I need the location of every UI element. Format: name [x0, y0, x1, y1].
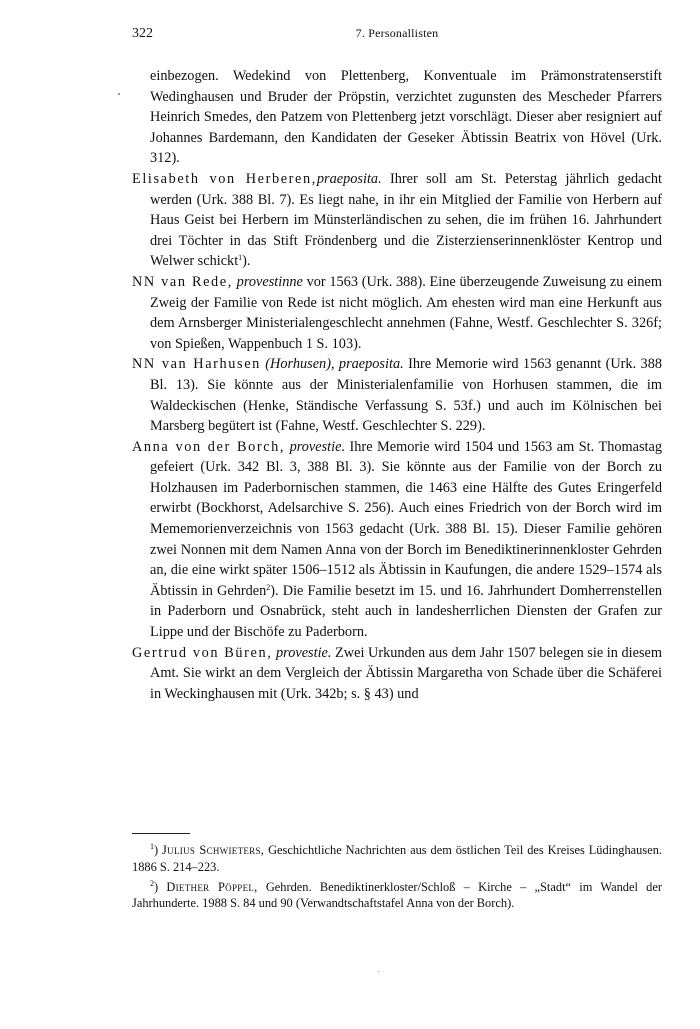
entry-elisabeth-von-herberen: [132, 169, 662, 272]
entry-text: vor 1563 (Urk. 388). Eine überzeugende Zuweisung zu einem Zweig der Familie von Rede ist nicht möglich. Am ehesten wird man eine Herkunft aus dem Arnsberger Ministerialengeschlecht annehmen (Fahne, Westf. Geschlechter S. 326f; von Spießen, Wappenbuch 1 S. 103).: [150, 273, 663, 352]
entry-name: NN van Rede,: [132, 273, 233, 290]
footnote-rule: [132, 833, 190, 834]
footnote-author: Diether Pöppel,: [166, 879, 258, 894]
entry-name: Anna von der Borch,: [132, 438, 286, 455]
footnote-mark: 2: [150, 878, 154, 888]
entry-text-tail: ).: [242, 253, 251, 270]
paragraph-continuation: [132, 66, 662, 169]
running-head: 7. Personallisten: [355, 26, 439, 40]
footnote-ref: 2: [266, 582, 271, 592]
paragraph-text: einbezogen. Wedekind von Plettenberg, Konventuale im Prämonstratenserstift Wedinghausen und Bruder der Pröpstin, verzichtet zugunsten des Mescheder Pfarrers Heinrich Smedes, den Patzem von Plettenberg jetzt vorschlägt. Dieser aber resigniert auf Johannes Bardemann, den Kandidaten der Geseker Äbtissin Beatrix von Hövel (Urk. 312).: [150, 68, 662, 167]
entry-office: praeposita.: [316, 170, 382, 187]
entry-text: Ihre Memorie wird 1563 genannt (Urk. 388 Bl. 13). Sie könnte aus der Ministerialenfamilie von Horhusen stammen, die im Waldeckischen (Henke, Ständische Verfassung S. 53f.) und auch im Kölnischen bei Marsberg begütert ist (Fahne, Westf. Geschlechter S. 229).: [150, 356, 662, 435]
scan-speck: [378, 971, 379, 972]
entry-office: provestie.: [289, 438, 346, 455]
footnote-mark: 1: [150, 842, 154, 851]
footnote-text: Geschichtliche Nachrichten aus dem östlichen Teil des Kreises Lüdinghausen. 1886 S. 214–223.: [132, 843, 662, 874]
page-number: 322: [132, 26, 153, 41]
footnote-1: $^1$) Julius Schwieters, Geschichtliche Nachrichten aus dem östlichen Teil des Kreises Lüdinghausen. 1886 S. 214–223.: [132, 842, 662, 874]
entry-text: Zwei Urkunden aus dem Jahr 1507 belegen sie in diesem Amt. Sie wirkt an dem Vergleich der Äbtissin Margaretha von Schade über die Schäferei in Weckinghausen mit (Urk. 342b; s. § 43) und: [150, 644, 662, 702]
main-text: [132, 66, 662, 704]
entry-office: provestinne: [236, 273, 303, 290]
footnote-2: $^2$) Diether Pöppel, Gehrden. Benediktinerkloster/Schloß – Kirche – „Stadt“ im Wandel der Jahrhunderte. 1988 S. 84 und 90 (Verwandtschaftstafel Anna von der Borch).: [132, 878, 662, 911]
entry-gertrud-von-bueren: [132, 643, 662, 705]
entry-name: NN van Harhusen: [132, 356, 261, 373]
page-header: [132, 26, 662, 46]
entry-text: Ihrer soll am St. Peterstag jährlich gedacht werden (Urk. 388 Bl. 7). Es liegt nahe, in ihr ein Mitglied der Familie von Herbern auf Haus Geist bei Herbern im Münsterländischen zu sehen, die im frühen 16. Jahrhundert drei Töchter in das Stift Fröndenberg und die Zisterzienserinnenklöster Kentrop und Welwer schickt: [150, 170, 662, 270]
scan-speck: [118, 93, 120, 95]
entry-nn-van-rede: [132, 272, 662, 354]
footnotes: [132, 833, 662, 915]
entry-office: (Horhusen), praeposita.: [265, 356, 404, 373]
entry-text: Ihre Memorie wird 1504 und 1563 am St. Thomastag gefeiert (Urk. 342 Bl. 3, 388 Bl. 3). Sie könnte aus der Familie von der Borch zu Holzhausen im Paderbornischen stammen, die 1463 eine Hälfte des Gutes Eringerfeld erwirbt (Bockhorst, Adelsarchive S. 256). Auch eines Friedrich von der Borch wird im Mememorienverzeichnis von 1563 gedacht (Urk. 388 Bl. 15). Dieser Familie gehören zwei Nonnen mit dem Namen Anna von der Borch im Benediktinerinnenkloster Gehrden an, die eine wirkt später 1506–1512 als Äbtissin in Kaufungen, die andere 1529–1574 als Äbtissin in Gehrden: [150, 438, 662, 599]
footnote-ref: 1: [238, 253, 243, 263]
footnote-text: Gehrden. Benediktinerkloster/Schloß – Kirche – „Stadt“ im Wandel der Jahrhunderte. 1988 S. 84 und 90 (Verwandtschaftstafel Anna von der Borch).: [132, 879, 662, 911]
entry-office: provestie.: [276, 644, 332, 661]
entry-nn-van-harhusen: [132, 354, 662, 436]
entry-anna-von-der-borch: [132, 437, 662, 643]
entry-name: Elisabeth von Herberen,: [132, 170, 317, 187]
entry-text-tail: ). Die Familie besetzt im 15. und 16. Jahrhundert Domherrenstellen in Paderborn und Osnabrück, steht auch in landesherrlichen Diensten der Grafen zur Lippe und der Bischöfe zu Paderborn.: [150, 582, 662, 641]
footnote-author: Julius Schwieters,: [162, 843, 265, 857]
entry-name: Gertrud von Büren,: [132, 644, 273, 661]
